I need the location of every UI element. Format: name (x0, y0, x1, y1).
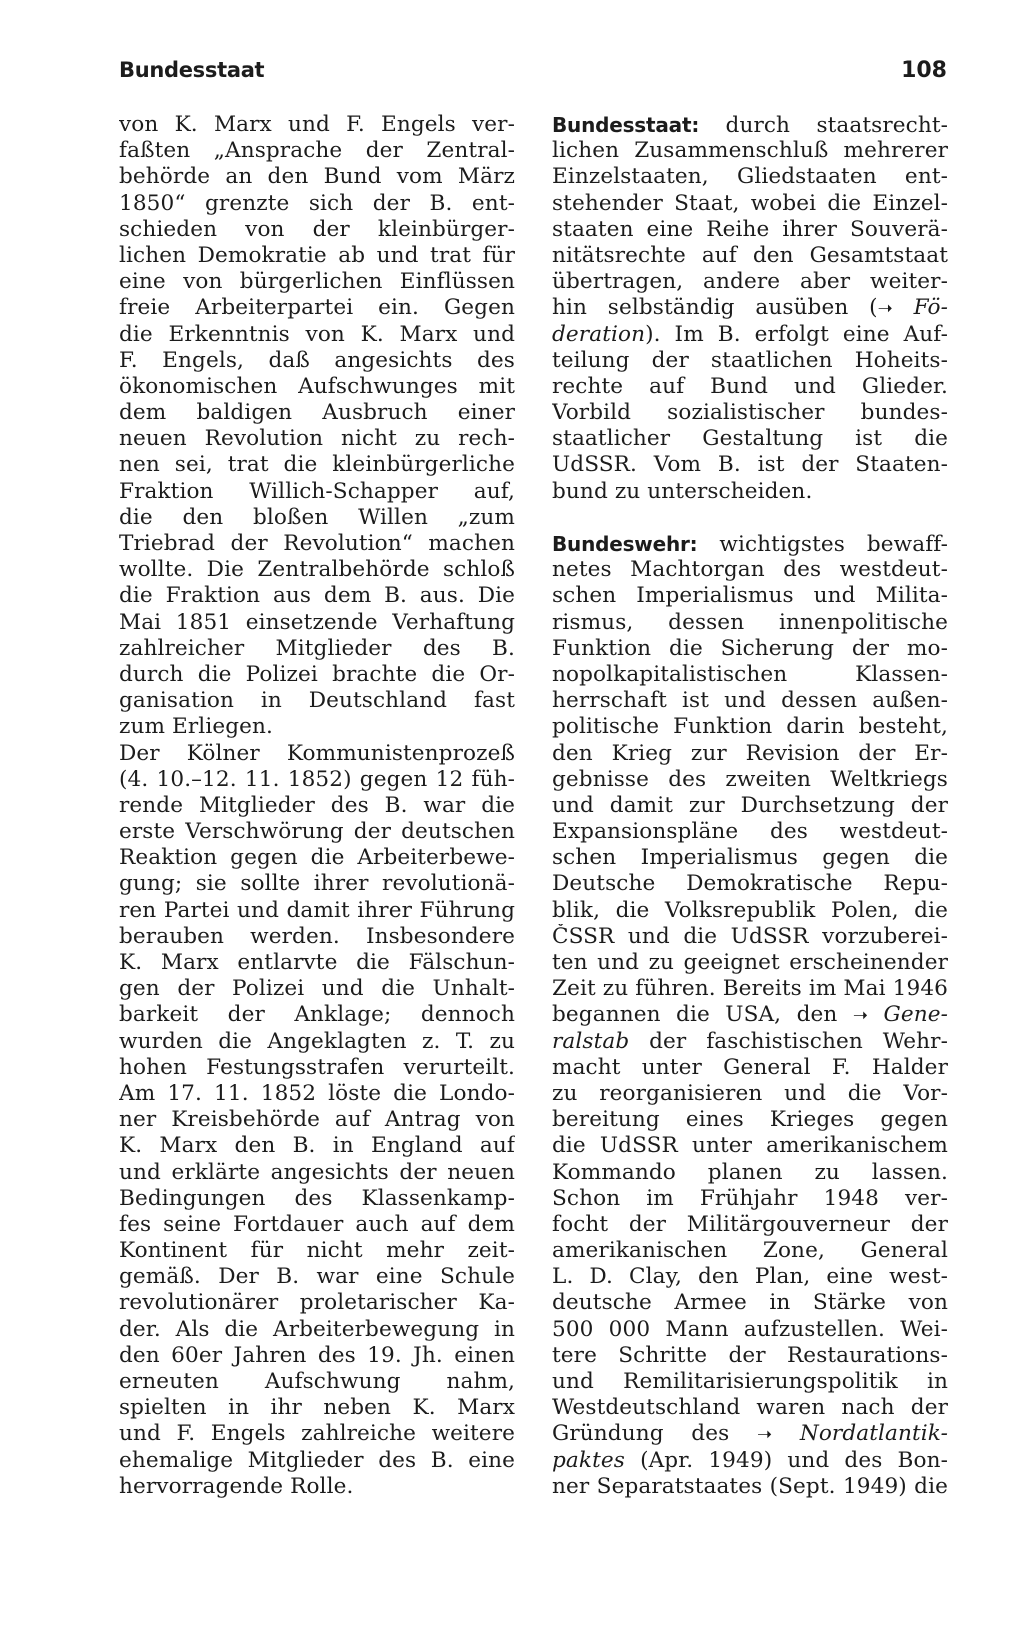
cross-reference-foederation-cont[interactable]: deration (552, 321, 646, 347)
text-line: berauben werden. Insbesondere (119, 923, 515, 949)
text-line: amerikanischen Zone, General (552, 1238, 948, 1264)
text-line: ren Partei und damit ihrer Führung (119, 897, 515, 923)
text-line: Funktion die Sicherung der mo- (552, 635, 948, 661)
text-line: behörde an den Bund vom März (119, 164, 515, 190)
text-line: Expansionspläne des westdeut- (552, 819, 948, 845)
text-line: revolutionärer proletarischer Ka- (119, 1290, 515, 1316)
entry-term-bundeswehr: Bundeswehr: (552, 532, 698, 556)
text-line: Schon im Frühjahr 1948 ver- (552, 1185, 948, 1211)
text-line: hohen Festungsstrafen verurteilt. (119, 1054, 515, 1080)
text-line: focht der Militärgouverneur der (552, 1211, 948, 1237)
cross-reference-line: Gründung des ➝ Nordatlantik- (552, 1421, 948, 1447)
text-line: Kommando planen zu lassen. (552, 1159, 948, 1185)
cross-reference-generalstab[interactable]: Gene- (883, 1002, 948, 1028)
text-line: freie Arbeiterpartei ein. Gegen (119, 295, 515, 321)
text-line: ten und zu geeignet erscheinender (552, 950, 948, 975)
text-line: staatlicher Gestaltung ist die (552, 426, 948, 452)
text-line: L. D. Clay, den Plan, eine west- (552, 1264, 948, 1290)
text-line: 500 000 Mann aufzustellen. Wei- (552, 1316, 948, 1342)
text-line: gen der Polizei und die Unhalt- (119, 976, 515, 1002)
text-line: UdSSR. Vom B. ist der Staaten- (552, 452, 948, 478)
page-number: 108 (901, 58, 947, 83)
text-line: ehemalige Mitglieder des B. eine (119, 1447, 515, 1473)
text-line: faßten „Ansprache der Zentral- (119, 138, 515, 164)
text-line: lichen Demokratie ab und trat für (119, 242, 515, 268)
text-line: die UdSSR unter amerikanischem (552, 1133, 948, 1159)
text-line: macht unter General F. Halder (552, 1054, 948, 1080)
text-line: ner Separatstaates (Sept. 1949) die (552, 1473, 948, 1499)
text-line: gebnisse des zweiten Weltkriegs (552, 766, 948, 792)
left-column (119, 112, 515, 1500)
text-line: Triebrad der Revolution“ machen (119, 531, 515, 556)
text-line: schen Imperialismus und Milita- (552, 583, 948, 609)
entry-bundeswehr-body-b (552, 1055, 948, 1422)
text-line: nen sei, trat die kleinbürgerliche (119, 452, 515, 478)
text-line: wollte. Die Zentralbehörde schloß (119, 557, 515, 583)
text-line: Zeit zu führen. Bereits im Mai 1946 (552, 976, 948, 1002)
entry-bundeswehr-body-a (552, 557, 948, 1002)
text-line: bereitung eines Krieges gegen (552, 1107, 948, 1133)
text-line: stehender Staat, wobei die Einzel- (552, 190, 948, 216)
text-line: und damit zur Durchsetzung der (552, 792, 948, 818)
running-head: Bundesstaat (119, 58, 265, 82)
text-line: zu reorganisieren und die Vor- (552, 1080, 948, 1106)
text-line: ganisation in Deutschland fast (119, 688, 515, 714)
text-line: nitätsrechte auf den Gesamtstaat (552, 242, 948, 268)
cross-reference-nordatlantikpakt-cont[interactable]: paktes (552, 1447, 625, 1473)
text-line: von K. Marx und F. Engels ver- (119, 112, 515, 137)
text-line: barkeit der Anklage; dennoch (119, 1002, 515, 1028)
text-line: Vorbild sozialistischer bundes- (552, 400, 948, 426)
text-line: hervorragende Rolle. (119, 1473, 354, 1499)
text-line: (4. 10.–12. 11. 1852) gegen 12 füh- (119, 766, 515, 792)
text-line: die den bloßen Willen „zum (119, 504, 515, 530)
text-line: die Fraktion aus dem B. aus. Die (119, 583, 515, 609)
text-line: ner Kreisbehörde auf Antrag von (119, 1107, 515, 1133)
text-line: Westdeutschland waren nach der (552, 1395, 948, 1421)
text-line: gemäß. Der B. war eine Schule (119, 1264, 515, 1290)
text-line: zahlreicher Mitglieder des B. (119, 635, 515, 661)
text-line: fes seine Fortdauer auch auf dem (119, 1211, 515, 1237)
text-line: wurden die Angeklagten z. T. zu (119, 1028, 515, 1054)
text-line: 1850“ grenzte sich der B. ent- (119, 190, 515, 216)
text-line: politische Funktion darin besteht, (552, 714, 948, 740)
cross-reference-line-cont: ralstab der faschistischen Wehr- (552, 1028, 948, 1054)
text-line: erste Verschwörung der deutschen (119, 819, 515, 845)
text-line: der. Als die Arbeiterbewegung in (119, 1316, 515, 1342)
text-line: Bedingungen des Klassenkamp- (119, 1185, 515, 1211)
text-line: Der Kölner Kommunistenprozeß (119, 740, 515, 766)
arrow-right-icon: ➝ (756, 1424, 773, 1446)
cross-reference-line-cont: deration). Im B. erfolgt eine Auf- (552, 321, 948, 347)
text-line: netes Machtorgan des westdeut- (552, 557, 948, 583)
text-line: ČSSR und die UdSSR vorzuberei- (552, 923, 948, 949)
text-line: rende Mitglieder des B. war die (119, 792, 515, 818)
text-line: nopolkapitalistischen Klassen- (552, 661, 948, 687)
cross-reference-nordatlantikpakt[interactable]: Nordatlantik- (799, 1421, 948, 1447)
text-line: gung; sie sollte ihrer revolutionä- (119, 871, 515, 897)
text-line: schieden von der kleinbürger- (119, 216, 515, 242)
text-line: blik, die Volksrepublik Polen, die (552, 897, 948, 923)
entry-bundeswehr-first-line: Bundeswehr: wichtigstes bewaff- (552, 532, 948, 557)
cross-reference-line-cont: paktes (Apr. 1949) und des Bon- (552, 1447, 948, 1473)
text-line: und Remilitarisierungspolitik in (552, 1369, 948, 1394)
text-line: rismus, dessen innenpolitische (552, 609, 948, 635)
text-line: ökonomischen Aufschwunges mit (119, 373, 515, 399)
text-line: eine von bürgerlichen Einflüssen (119, 269, 515, 295)
text-line: neuen Revolution nicht zu rech- (119, 426, 515, 452)
text-line: Fraktion Willich-Schapper auf, (119, 478, 515, 504)
text-line: staaten eine Reihe ihrer Souverä- (552, 216, 948, 242)
text-line: Am 17. 11. 1852 löste die Londo- (119, 1080, 515, 1106)
text-line: lichen Zusammenschluß mehrerer (552, 138, 948, 164)
text-line: und erklärte angesichts der neuen (119, 1159, 515, 1185)
entry-bundesstaat-first-line: Bundesstaat: durch staatsrecht- (552, 113, 948, 138)
text-line: K. Marx entlarvte die Fälschun- (119, 950, 515, 975)
entry-bundesstaat-body-a (552, 138, 948, 295)
text-line: den 60er Jahren des 19. Jh. einen (119, 1342, 515, 1368)
text-line: zum Erliegen. (119, 714, 273, 740)
text-line: deutsche Armee in Stärke von (552, 1290, 948, 1316)
text-line: Mai 1851 einsetzende Verhaftung (119, 609, 515, 635)
text-line: herrschaft ist und dessen außen- (552, 688, 948, 714)
text-line: und F. Engels zahlreiche weitere (119, 1421, 515, 1447)
text-line: den Krieg zur Revision der Er- (552, 740, 948, 766)
text-line: Reaktion gegen die Arbeiterbewe- (119, 845, 515, 871)
text-line: Deutsche Demokratische Repu- (552, 871, 948, 897)
text-line: Einzelstaaten, Gliedstaaten ent- (552, 164, 948, 190)
right-column (552, 112, 948, 1500)
text-line: spielten in ihr neben K. Marx (119, 1395, 515, 1421)
cross-reference-line: hin selbständig ausüben (➝ Fö- (552, 295, 948, 321)
text-line: übertragen, andere aber weiter- (552, 269, 948, 295)
text-line: K. Marx den B. in England auf (119, 1133, 515, 1159)
cross-reference-generalstab-cont[interactable]: ralstab (552, 1028, 630, 1054)
page-header (119, 58, 947, 98)
entry-separator (552, 505, 948, 531)
cross-reference-line: begannen die USA, den ➝ Gene- (552, 1002, 948, 1028)
text-line: bund zu unterscheiden. (552, 478, 813, 504)
text-line: rechte auf Bund und Glieder. (552, 373, 948, 399)
text-line: erneuten Aufschwung nahm, (119, 1369, 515, 1394)
text-line: Kontinent für nicht mehr zeit- (119, 1238, 515, 1264)
entry-term-bundesstaat: Bundesstaat: (552, 113, 700, 137)
text-line: durch die Polizei brachte die Or- (119, 661, 515, 687)
text-line: die Erkenntnis von K. Marx und (119, 321, 515, 347)
text-line: tere Schritte der Restaurations- (552, 1342, 948, 1368)
arrow-right-icon: ➝ (852, 1005, 869, 1027)
text-line: teilung der staatlichen Hoheits- (552, 347, 948, 373)
cross-reference-foederation[interactable]: Fö- (913, 295, 948, 321)
text-line: dem baldigen Ausbruch einer (119, 400, 515, 426)
arrow-right-icon: ➝ (877, 298, 893, 320)
text-line: F. Engels, daß angesichts des (119, 347, 515, 373)
text-line: schen Imperialismus gegen die (552, 845, 948, 871)
entry-bundesstaat-body-b (552, 348, 948, 505)
